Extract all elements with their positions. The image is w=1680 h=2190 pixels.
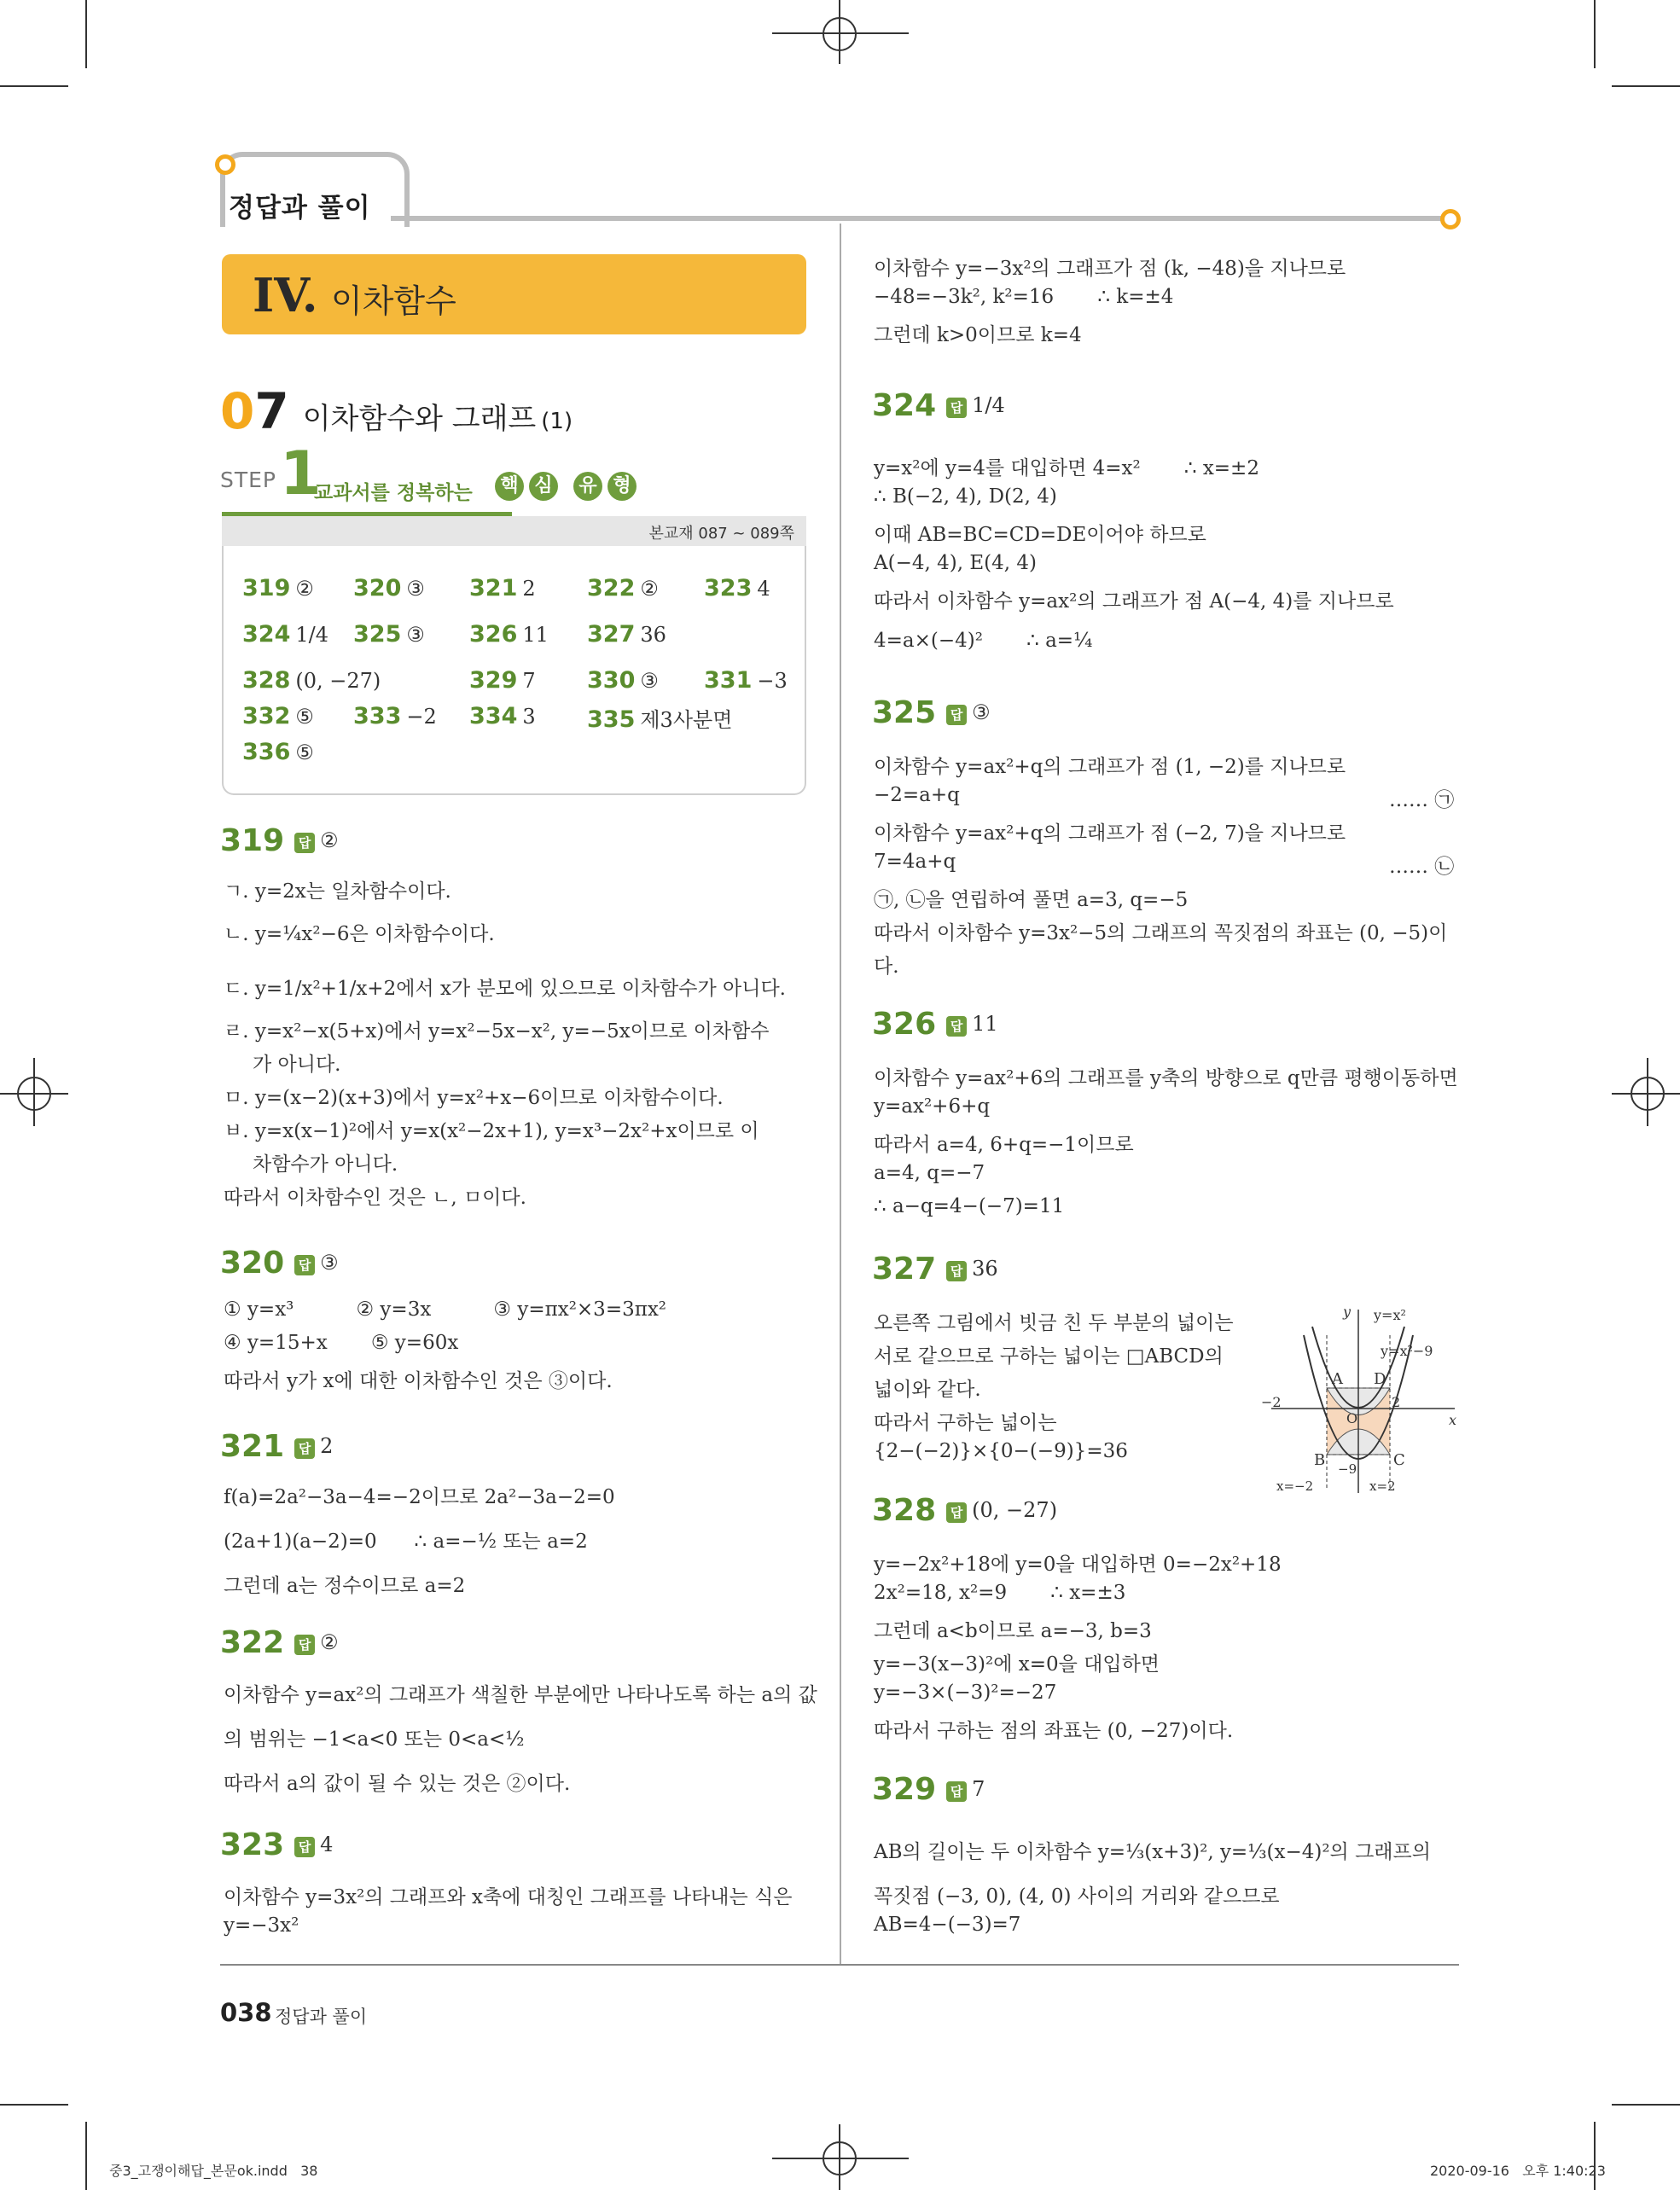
crop-mark — [85, 0, 87, 68]
solution-line: 따라서 구하는 점의 좌표는 (0, −27)이다. — [874, 1720, 1234, 1742]
solution-line: 따라서 이차함수 y=ax²의 그래프가 점 A(−4, 4)를 지나므로 — [874, 590, 1394, 613]
crop-mark — [85, 2122, 87, 2190]
solution-line: 가 아니다. — [253, 1054, 341, 1076]
parabola-figure — [1254, 1301, 1468, 1502]
answer-item: 325 ③ — [353, 621, 425, 648]
step-label: STEP — [220, 468, 277, 492]
unit-number-a: 0 — [220, 382, 255, 440]
solution-line: 그런데 a는 정수이므로 a=2 — [224, 1575, 466, 1597]
crop-mark — [772, 2158, 909, 2159]
badge-circle: 심 — [529, 472, 558, 501]
answer-item: 331 −3 — [704, 667, 788, 694]
solution-line: 다. — [874, 956, 899, 978]
solution-line: ① y=x³ ② y=3x ③ y=πx²×3=3πx² — [224, 1298, 667, 1321]
solution-line: 이차함수 y=ax²+6의 그래프를 y축의 방향으로 q만큼 평행이동하면 — [874, 1067, 1458, 1089]
solution-line: 따라서 y가 x에 대한 이차함수인 것은 ③이다. — [224, 1370, 613, 1392]
crop-mark — [839, 2124, 840, 2190]
solution-line: ㄷ. y=1/x²+1/x+2에서 x가 분모에 있으므로 이차함수가 아니다. — [224, 978, 786, 1000]
answer-item: 321 2 — [469, 575, 536, 601]
solution-line: ㄹ. y=x²−x(5+x)에서 y=x²−5x−x², y=−5x이므로 이차함수 — [224, 1020, 770, 1043]
answer-item: 319 ② — [242, 575, 314, 601]
solution-line: ㅁ. y=(x−2)(x+3)에서 y=x²+x−6이므로 이차함수이다. — [224, 1087, 724, 1109]
solution-line: ㉠, ㉡을 연립하여 풀면 a=3, q=−5 — [874, 889, 1189, 911]
solution-line: 넓이와 같다. — [874, 1379, 981, 1401]
fig-label: D — [1374, 1370, 1386, 1388]
problem-heading: 327 답 36 — [872, 1252, 998, 1287]
problem-heading: 325 답 ③ — [872, 695, 991, 730]
unit-number-b: 7 — [254, 382, 289, 440]
answer-item: 336 ⑤ — [242, 739, 314, 765]
solution-line: 이차함수 y=ax²의 그래프가 색칠한 부분에만 나타나도록 하는 a의 값 — [224, 1684, 817, 1706]
solution-line: a=4, q=−7 — [874, 1162, 985, 1184]
solution-line: {2−(−2)}×{0−(−9)}=36 — [874, 1440, 1128, 1462]
header-rule — [391, 216, 1449, 221]
problem-heading: 329 답 7 — [872, 1772, 985, 1807]
footer-stamp: 2020-09-16 오후 1:40:23 — [1430, 2163, 1606, 2179]
header-title: 정답과 풀이 — [229, 193, 371, 224]
solution-line: y=−3×(−3)²=−27 — [874, 1682, 1057, 1704]
solution-line: 2x²=18, x²=9 ∴ x=±3 — [874, 1582, 1126, 1604]
solution-line: ㅂ. y=x(x−1)²에서 y=x(x²−2x+1), y=x³−2x²+x이므로 이 — [224, 1120, 759, 1142]
fig-label: −2 — [1261, 1394, 1282, 1410]
answer-item: 335 제3사분면 — [587, 706, 733, 733]
equation-mark: …… ㉡ — [1389, 856, 1455, 878]
solution-line: 의 범위는 −1<a<0 또는 0<a<½ — [224, 1728, 525, 1751]
solution-line: ④ y=15+x ⑤ y=60x — [224, 1332, 459, 1354]
badge-circle: 핵 — [495, 472, 524, 501]
fig-label: x=2 — [1369, 1478, 1396, 1494]
chapter-number: IV. — [253, 268, 318, 322]
solution-line: 이차함수 y=−3x²의 그래프가 점 (k, −48)을 지나므로 — [874, 258, 1346, 280]
solution-line: 그런데 k>0이므로 k=4 — [874, 324, 1082, 346]
answer-item: 324 1/4 — [242, 621, 328, 648]
step-number: 1 — [280, 439, 322, 508]
answer-item: 323 4 — [704, 575, 770, 601]
answer-item: 322 ② — [587, 575, 659, 601]
fig-label: x=−2 — [1276, 1478, 1314, 1494]
solution-line: 서로 같으므로 구하는 넓이는 □ABCD의 — [874, 1345, 1224, 1368]
solution-line: 차함수가 아니다. — [253, 1153, 398, 1176]
unit-heading — [220, 382, 573, 440]
column-divider — [840, 224, 841, 1964]
fig-label: C — [1393, 1451, 1405, 1469]
solution-line: ∴ a−q=4−(−7)=11 — [874, 1195, 1065, 1217]
solution-line: −2=a+q — [874, 784, 960, 806]
fig-label: −9 — [1338, 1461, 1357, 1477]
answer-item: 329 7 — [469, 667, 536, 694]
crop-mark — [1612, 1093, 1680, 1095]
solution-line: 7=4a+q — [874, 851, 956, 873]
chapter-banner — [222, 254, 806, 334]
fig-label: 2 — [1392, 1394, 1401, 1410]
solution-line: AB의 길이는 두 이차함수 y=⅓(x+3)², y=⅓(x−4)²의 그래프의 — [874, 1841, 1431, 1863]
crop-mark — [1612, 85, 1680, 87]
solution-line: −48=−3k², k²=16 ∴ k=±4 — [874, 286, 1174, 308]
crop-mark — [772, 32, 909, 34]
fig-label: y — [1343, 1304, 1352, 1320]
unit-sub: (1) — [541, 409, 573, 434]
solution-line: 4=a×(−4)² ∴ a=¼ — [874, 630, 1093, 652]
solution-line: f(a)=2a²−3a−4=−2이므로 2a²−3a−2=0 — [224, 1486, 615, 1508]
fig-label: A — [1332, 1370, 1343, 1388]
answer-item: 328 (0, −27) — [242, 667, 381, 694]
solution-line: 따라서 a의 값이 될 수 있는 것은 ②이다. — [224, 1773, 571, 1795]
solution-line: A(−4, 4), E(4, 4) — [874, 552, 1037, 574]
problem-heading: 324 답 1/4 — [872, 388, 1005, 423]
solution-line: 이차함수 y=3x²의 그래프와 x축에 대칭인 그래프를 나타내는 식은 — [224, 1886, 793, 1908]
solution-line: 그런데 a<b이므로 a=−3, b=3 — [874, 1620, 1152, 1642]
reference-bar — [222, 516, 806, 546]
solution-line: y=−3x² — [224, 1914, 299, 1937]
solution-line: y=x²에 y=4를 대입하면 4=x² ∴ x=±2 — [874, 457, 1259, 479]
solution-line: y=ax²+6+q — [874, 1095, 991, 1118]
step-desc: 교과서를 정복하는 — [314, 482, 473, 504]
crop-mark — [1594, 2122, 1596, 2190]
header-dot-icon — [1440, 209, 1461, 229]
badge-circle: 유 — [573, 472, 602, 501]
solution-line: 따라서 a=4, 6+q=−1이므로 — [874, 1134, 1134, 1156]
header-dot-icon — [215, 154, 235, 175]
problem-heading: 328 답 (0, −27) — [872, 1493, 1058, 1528]
crop-mark — [1594, 0, 1596, 68]
solution-line: 이때 AB=BC=CD=DE이어야 하므로 — [874, 524, 1206, 546]
solution-line: y=−2x²+18에 y=0을 대입하면 0=−2x²+18 — [874, 1554, 1282, 1576]
crop-mark — [1612, 2104, 1680, 2106]
solution-line: 이차함수 y=ax²+q의 그래프가 점 (1, −2)를 지나므로 — [874, 756, 1346, 778]
crop-mark — [0, 85, 68, 87]
problem-heading: 326 답 11 — [872, 1007, 998, 1042]
solution-line: 이차함수 y=ax²+q의 그래프가 점 (−2, 7)을 지나므로 — [874, 822, 1346, 845]
solution-line: AB=4−(−3)=7 — [874, 1914, 1021, 1936]
answer-item: 333 −2 — [353, 703, 437, 729]
equation-mark: …… ㉠ — [1389, 789, 1455, 811]
fig-label: B — [1314, 1451, 1326, 1469]
bottom-rule — [220, 1964, 1459, 1966]
fig-label: O — [1346, 1410, 1358, 1426]
crop-mark — [839, 0, 840, 64]
solution-line: 따라서 구하는 넓이는 — [874, 1412, 1057, 1434]
page-label: 정답과 풀이 — [275, 2007, 368, 2027]
answer-item: 334 3 — [469, 703, 536, 729]
footer-file: 중3_고쟁이해답_본문ok.indd 38 — [109, 2163, 318, 2179]
reference-text: 본교재 087 ~ 089쪽 — [648, 525, 794, 543]
fig-label: x — [1449, 1412, 1457, 1428]
solution-line: 따라서 이차함수인 것은 ㄴ, ㅁ이다. — [224, 1187, 526, 1209]
page-number: 038 — [220, 1998, 272, 2027]
answer-item: 330 ③ — [587, 667, 659, 694]
problem-heading: 319 답 ② — [220, 823, 339, 858]
fig-label: y=x² — [1374, 1307, 1406, 1323]
solution-line: 따라서 이차함수 y=3x²−5의 그래프의 꼭짓점의 좌표는 (0, −5)이 — [874, 922, 1448, 944]
solution-line: (2a+1)(a−2)=0 ∴ a=−½ 또는 a=2 — [224, 1531, 588, 1553]
solution-line: y=−3(x−3)²에 x=0을 대입하면 — [874, 1653, 1160, 1676]
problem-heading: 321 답 2 — [220, 1429, 334, 1464]
solution-line: ∴ B(−2, 4), D(2, 4) — [874, 485, 1057, 508]
problem-heading: 320 답 ③ — [220, 1246, 339, 1281]
solution-line: ㄴ. y=¼x²−6은 이차함수이다. — [224, 923, 495, 945]
unit-title: 이차함수와 그래프 — [302, 402, 537, 436]
crop-mark — [33, 1058, 35, 1126]
problem-heading: 323 답 4 — [220, 1827, 334, 1862]
answer-item: 332 ⑤ — [242, 703, 314, 729]
answer-item: 326 11 — [469, 621, 549, 648]
crop-mark — [1647, 1058, 1648, 1126]
chapter-title: 이차함수 — [331, 282, 456, 320]
badge-circle: 형 — [607, 472, 637, 501]
answer-item: 327 36 — [587, 621, 666, 648]
solution-line: 꼭짓점 (−3, 0), (4, 0) 사이의 거리와 같으므로 — [874, 1885, 1280, 1908]
crop-mark — [0, 2104, 68, 2106]
fig-label: y=x²−9 — [1381, 1343, 1433, 1359]
step-heading — [220, 439, 473, 508]
problem-heading: 322 답 ② — [220, 1625, 339, 1660]
answer-item: 320 ③ — [353, 575, 425, 601]
solution-line: ㄱ. y=2x는 일차함수이다. — [224, 880, 451, 903]
solution-line: 오른쪽 그림에서 빗금 친 두 부분의 넓이는 — [874, 1312, 1234, 1334]
